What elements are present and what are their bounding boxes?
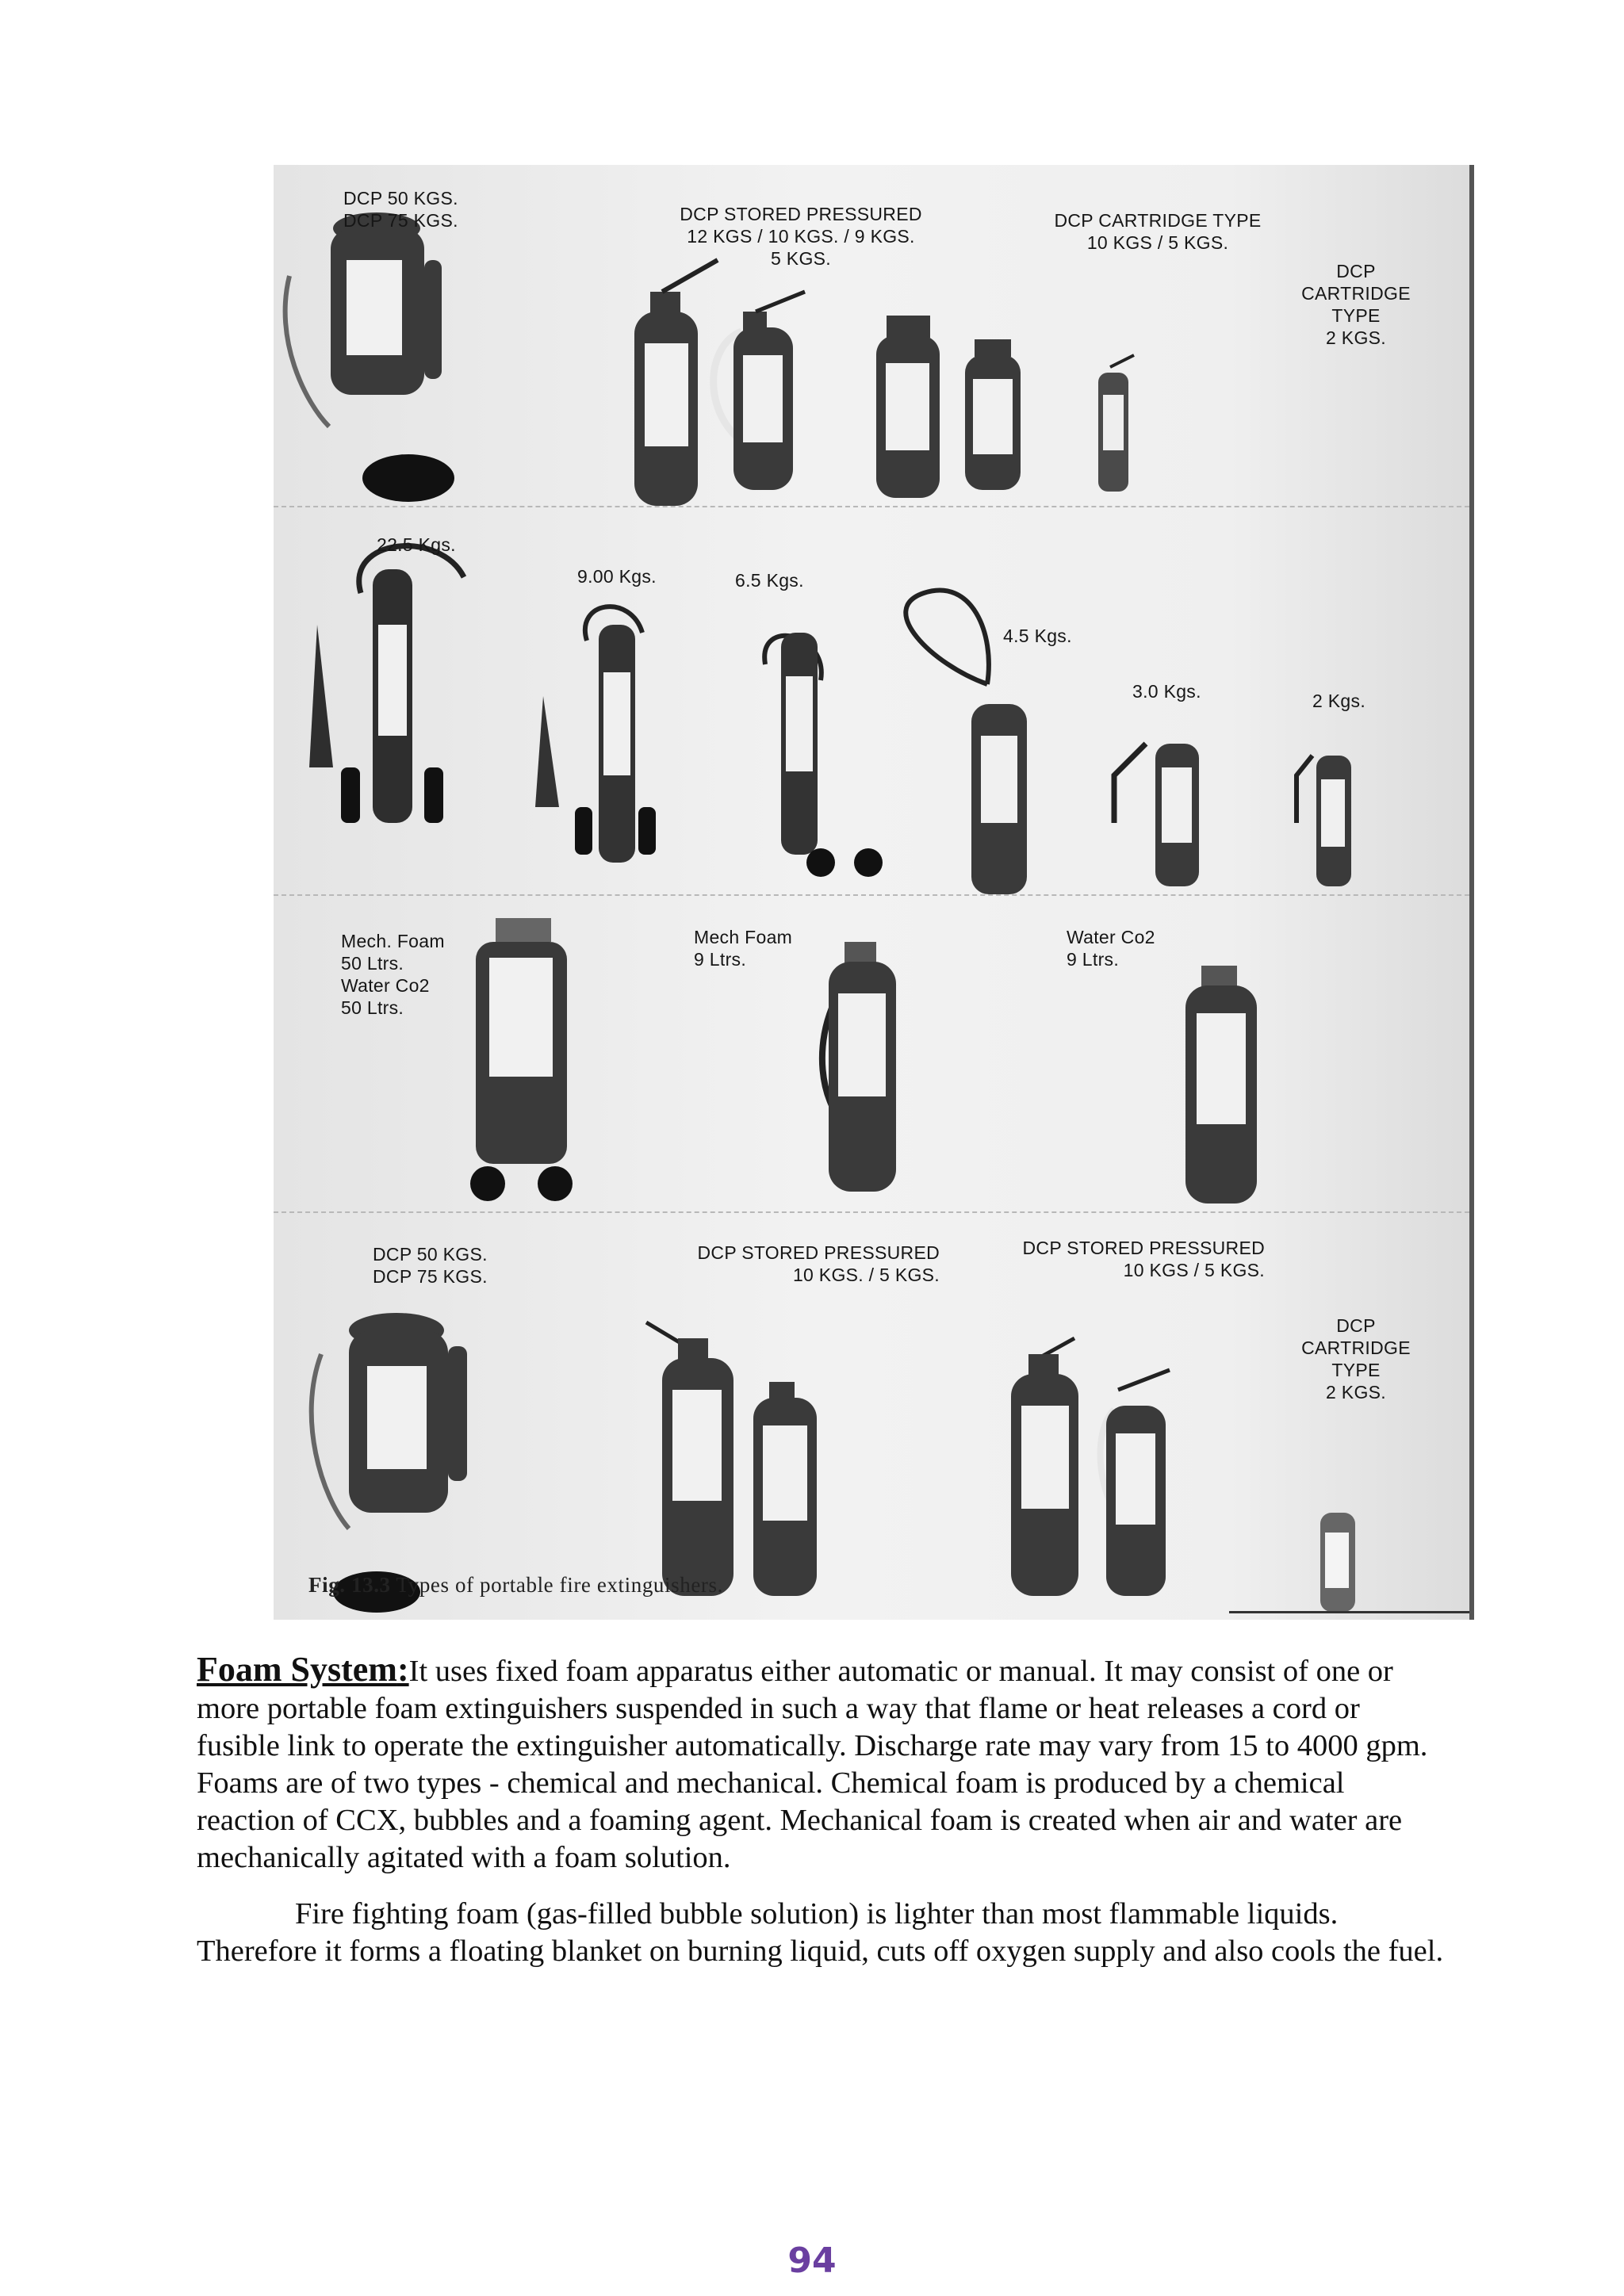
label-co2-3kg: 3.0 Kgs. xyxy=(1132,681,1201,702)
extinguisher-co2-22kg xyxy=(309,546,464,823)
label-dcp-cartridge-2kg-lower: DCP CARTRIDGE TYPE 2 KGS. xyxy=(1301,1315,1411,1402)
extinguisher-water-co2-9l xyxy=(1185,966,1257,1203)
extinguisher-stored-10kg-a xyxy=(646,1322,733,1596)
figure-number: Fig. 13.3 xyxy=(308,1573,391,1597)
paragraph-2: Fire fighting foam (gas-filled bubble solution) is lighter than most flammable liquids. Therefore it forms a floating blanket on burning liquid, cuts off oxygen supply and also cools the fuel. xyxy=(197,1897,1444,1968)
label-dcp-stored: DCP STORED PRESSURED 12 KGS / 10 KGS. / 9 KGS. 5 KGS. xyxy=(680,204,922,269)
row3-extinguishers xyxy=(274,894,1469,1211)
extinguisher-foam-9l xyxy=(822,942,896,1192)
extinguisher-dcp-trolley xyxy=(285,212,454,502)
label-co2-2kg: 2 Kgs. xyxy=(1312,691,1366,711)
figure-caption-text: Types of portable fire extinguishers. xyxy=(390,1573,723,1597)
extinguisher-stored-10kg-b xyxy=(1011,1338,1078,1596)
body-text xyxy=(197,1651,1450,1970)
label-foam-9l: Mech Foam 9 Ltrs. xyxy=(694,927,793,970)
figure-caption xyxy=(308,1573,723,1598)
label-water-co2-9l: Water Co2 9 Ltrs. xyxy=(1067,927,1155,970)
label-dcp-trolley: DCP 50 KGS. DCP 75 KGS. xyxy=(343,188,458,231)
label-co2-4kg: 4.5 Kgs. xyxy=(1003,626,1072,646)
extinguisher-cartridge-2kg-lower xyxy=(1320,1513,1355,1612)
label-co2-9kg: 9.00 Kgs. xyxy=(577,566,657,587)
figure-row-dcp xyxy=(274,165,1469,507)
row2-extinguishers xyxy=(274,506,1469,894)
extinguisher-cartridge-10kg xyxy=(876,316,940,498)
caption-rule xyxy=(1229,1611,1469,1613)
extinguisher-dcp-trolley-lower xyxy=(312,1313,467,1613)
figure-row-co2 xyxy=(274,506,1469,896)
extinguisher-co2-9kg xyxy=(535,607,656,863)
figure-row-foam xyxy=(274,894,1469,1213)
extinguisher-cartridge-2kg xyxy=(1098,355,1134,492)
page-number: 94 xyxy=(787,2241,837,2281)
extinguisher-cartridge-5kg xyxy=(965,339,1021,490)
label-dcp-stored-lower-a: DCP STORED PRESSURED 10 KGS. / 5 KGS. xyxy=(697,1242,940,1285)
label-dcp-stored-lower-b: DCP STORED PRESSURED 10 KGS / 5 KGS. xyxy=(1022,1238,1265,1280)
extinguisher-foam-50l xyxy=(470,918,573,1201)
section-heading-colon: : xyxy=(396,1650,409,1689)
extinguisher-co2-3kg xyxy=(1114,744,1199,886)
paragraph-1-text: It uses fixed foam apparatus either automatic or manual. It may consist of one or more portable foam extinguishers suspended in such a way that flame or heat releases a cord or fusible link to operate the extinguisher automatically. Discharge rate may vary from 15 to 4000 gpm. Foams are of two types - chemical and mechanical. Chemical foam is produced by a chemical reaction of CCX, bubbles and a foaming agent. Mechanical foam is created when air and water are mechanically agitated with a foam solution. xyxy=(197,1655,1428,1874)
label-dcp-cartridge-2kg: DCP CARTRIDGE TYPE 2 KGS. xyxy=(1301,261,1411,348)
label-co2-22kg: 22.5 Kgs. xyxy=(377,534,456,555)
section-heading: Foam System xyxy=(197,1650,397,1689)
label-dcp-cartridge: DCP CARTRIDGE TYPE 10 KGS / 5 KGS. xyxy=(1054,210,1262,253)
extinguisher-stored-5kg xyxy=(714,292,805,490)
label-foam-50l: Mech. Foam 50 Ltrs. Water Co2 50 Ltrs. xyxy=(341,931,445,1018)
extinguisher-figure xyxy=(274,165,1474,1620)
label-dcp-trolley-lower: DCP 50 KGS. DCP 75 KGS. xyxy=(373,1244,488,1287)
extinguisher-co2-2kg xyxy=(1297,756,1351,886)
paragraph-foam-system xyxy=(197,1651,1450,1877)
extinguisher-co2-6kg xyxy=(764,633,883,877)
label-co2-6kg: 6.5 Kgs. xyxy=(735,570,804,591)
extinguisher-stored-5kg-a xyxy=(753,1382,817,1596)
figure-row-dcp-lower xyxy=(274,1211,1469,1620)
extinguisher-stored-12kg xyxy=(634,260,718,506)
extinguisher-stored-5kg-b xyxy=(1101,1370,1170,1596)
